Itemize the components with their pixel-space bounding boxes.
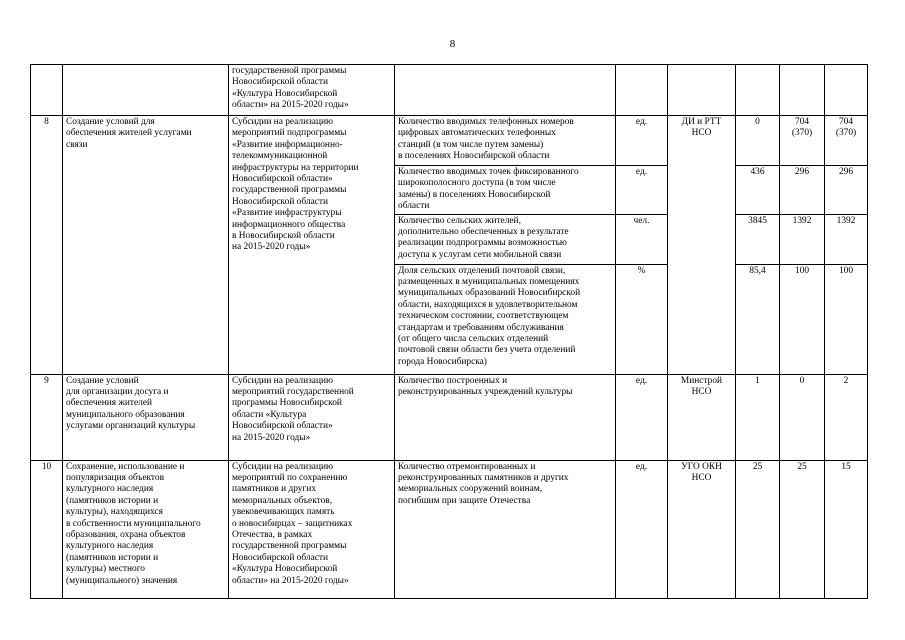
- indicator-cell: Количество сельских жителей, дополнительно обеспеченных в результате реализации подпрограммы возможностью доступа к услугам сети мобильной связи: [395, 214, 616, 264]
- value-cell: 100: [825, 264, 868, 374]
- table-row: [31, 374, 868, 460]
- unit-cell: ед.: [616, 116, 668, 166]
- unit-cell: ед.: [616, 374, 668, 460]
- row-number-cell: 8: [31, 116, 63, 375]
- program-cell: Субсидии на реализацию мероприятий подпрограммы «Развитие информационно- телекоммуникационной инфраструктуры на территории Новосибирской области» государственной программы Новосибирской области «Развитие инфраструктуры информационного общества в Новосибирской области на 2015-2020 годы»: [229, 116, 395, 375]
- value-cell: 25: [736, 460, 780, 598]
- task-name-cell: [63, 65, 229, 116]
- value-cell: 1392: [780, 214, 825, 264]
- indicator-cell: Количество вводимых телефонных номеров цифровых автоматических телефонных станций (в том числе путем замены) в поселениях Новосибирской области: [395, 116, 616, 166]
- indicator-cell: Количество отремонтированных и реконструированных памятников и других мемориальных сооружений воинам, погибшим при защите Отечества: [395, 460, 616, 598]
- value-cell: 85,4: [736, 264, 780, 374]
- unit-cell: ед.: [616, 166, 668, 215]
- responsible-cell: УГО ОКН НСО: [668, 460, 736, 598]
- value-cell: [780, 65, 825, 116]
- value-cell: 0: [780, 374, 825, 460]
- task-name-cell: Сохранение, использование и популяризация объектов культурного наследия (памятников истории и культуры), находящихся в собственности муниципального образования, охрана объектов культурного наследия (памятников истории и культуры) местного (муниципального) значения: [63, 460, 229, 598]
- value-cell: 15: [825, 460, 868, 598]
- value-cell: 0: [736, 116, 780, 166]
- unit-cell: [616, 65, 668, 116]
- value-cell: 3845: [736, 214, 780, 264]
- responsible-cell: [668, 65, 736, 116]
- unit-cell: ед.: [616, 460, 668, 598]
- unit-cell: чел.: [616, 214, 668, 264]
- value-cell: 704 (370): [780, 116, 825, 166]
- value-cell: 2: [825, 374, 868, 460]
- indicator-cell: [395, 65, 616, 116]
- program-cell: Субсидии на реализацию мероприятий по сохранению памятников и других мемориальных объектов, увековечивающих память о новосибирцах – защитниках Отечества, в рамках государственной программы Новосибирской области «Культура Новосибирской области» на 2015-2020 годы»: [229, 460, 395, 598]
- task-name-cell: Создание условий для организации досуга и обеспечения жителей муниципального образования услугами организаций культуры: [63, 374, 229, 460]
- row-number-cell: 10: [31, 460, 63, 598]
- table-row: [31, 116, 868, 166]
- value-cell: 704 (370): [825, 116, 868, 166]
- value-cell: 25: [780, 460, 825, 598]
- program-indicators-table: [30, 64, 868, 599]
- value-cell: [825, 65, 868, 116]
- indicator-cell: Количество построенных и реконструированных учреждений культуры: [395, 374, 616, 460]
- value-cell: 296: [780, 166, 825, 215]
- task-name-cell: Создание условий для обеспечения жителей услугами связи: [63, 116, 229, 375]
- table-row: [31, 65, 868, 116]
- value-cell: [736, 65, 780, 116]
- row-number-cell: [31, 65, 63, 116]
- value-cell: 436: [736, 166, 780, 215]
- value-cell: 100: [780, 264, 825, 374]
- responsible-cell: Минстрой НСО: [668, 374, 736, 460]
- indicator-cell: Количество вводимых точек фиксированного широкополосного доступа (в том числе замены) в поселениях Новосибирской области: [395, 166, 616, 215]
- value-cell: 1392: [825, 214, 868, 264]
- value-cell: 296: [825, 166, 868, 215]
- table-row: [31, 460, 868, 598]
- value-cell: 1: [736, 374, 780, 460]
- row-number-cell: 9: [31, 374, 63, 460]
- unit-cell: %: [616, 264, 668, 374]
- responsible-cell: ДИ и РТТ НСО: [668, 116, 736, 375]
- page-number: 8: [449, 38, 456, 50]
- program-cell: Субсидии на реализацию мероприятий государственной программы Новосибирской области «Культура Новосибирской области» на 2015-2020 годы»: [229, 374, 395, 460]
- indicator-cell: Доля сельских отделений почтовой связи, размещенных в муниципальных помещениях муниципальных образований Новосибирской области, находящихся в удовлетворительном техническом состоянии, соответствующем стандартам и требованиям обслуживания (от общего числа сельских отделений почтовой связи области без учета отделений города Новосибирска): [395, 264, 616, 374]
- program-cell: государственной программы Новосибирской области «Культура Новосибирской области» на 2015-2020 годы»: [229, 65, 395, 116]
